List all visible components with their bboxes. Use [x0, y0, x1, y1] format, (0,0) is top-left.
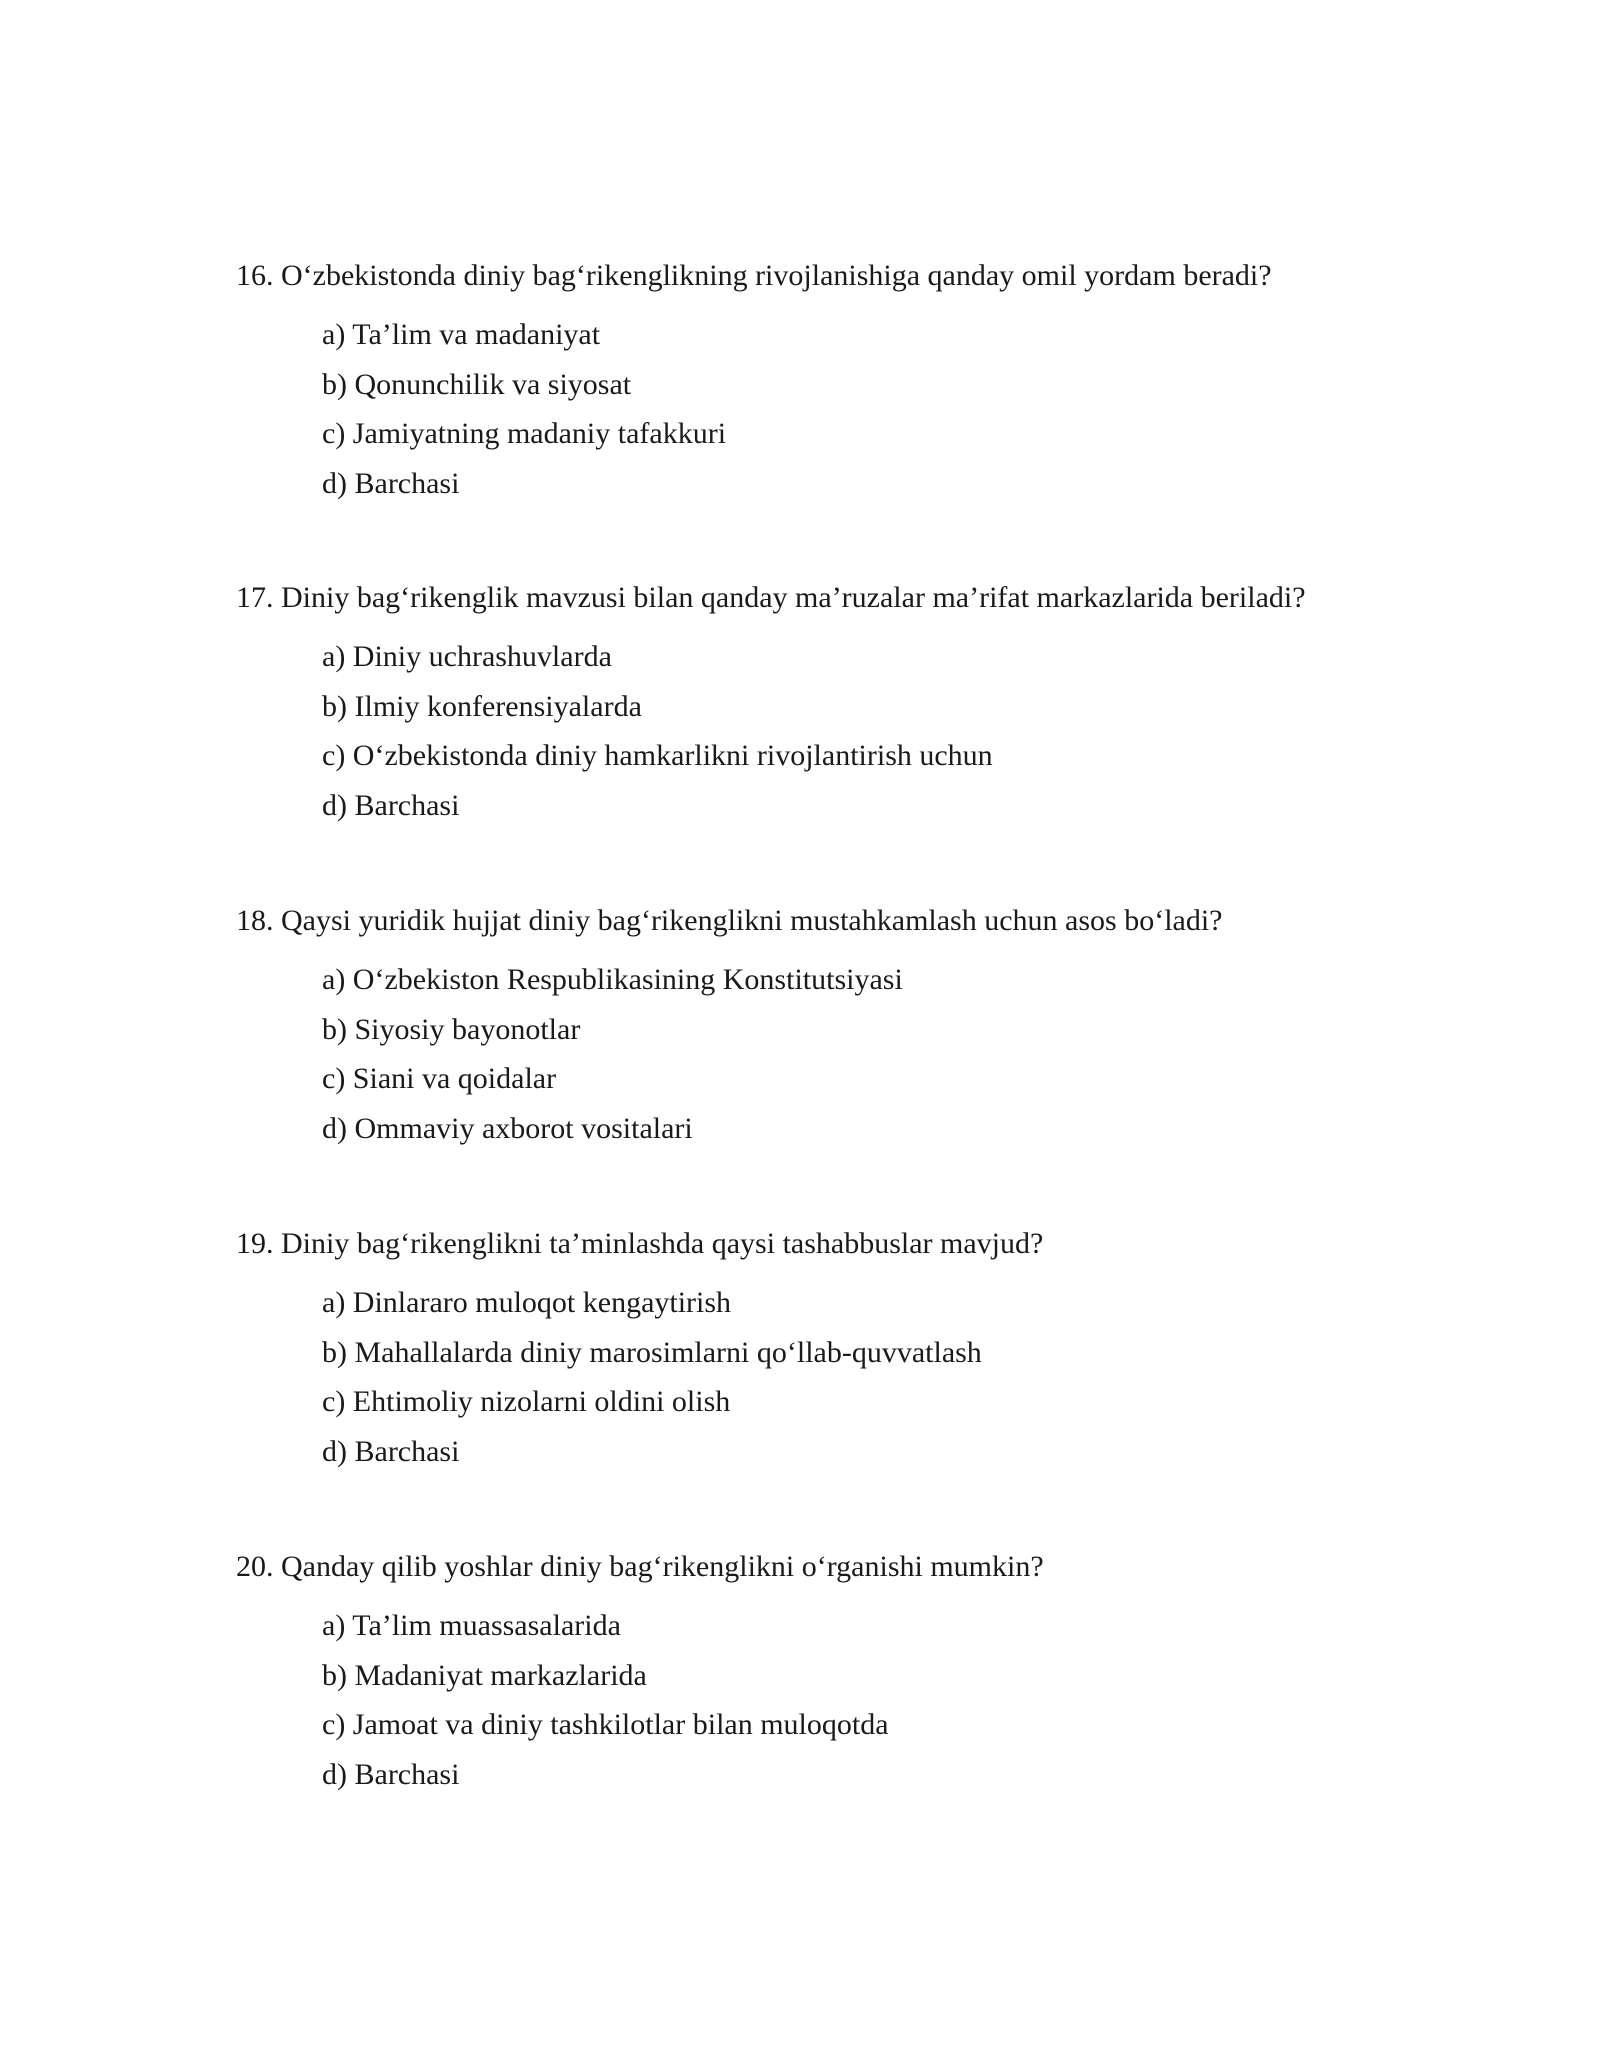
question-16 [236, 254, 1436, 508]
answer-options [322, 632, 1436, 830]
option-a: a) Diniy uchrashuvlarda [322, 640, 612, 673]
option-b: b) Qonunchilik va siyosat [322, 367, 632, 401]
option-d: d) Barchasi [322, 1434, 460, 1468]
option-c: c) Ehtimoliy nizolarni oldini olish [322, 1385, 731, 1418]
option-b: b) Ilmiy konferensiyalarda [322, 689, 642, 723]
option-c: c) Siani va qoidalar [322, 1062, 557, 1095]
answer-options [322, 1601, 1436, 1799]
answer-options [322, 955, 1436, 1153]
option-a: a) Ta’lim muassasalarida [322, 1609, 621, 1642]
option-c: c) O‘zbekistonda diniy hamkarlikni rivojlantirish uchun [322, 739, 993, 772]
question-text: 17. Diniy bag‘rikenglik mavzusi bilan qanday ma’ruzalar ma’rifat markazlarida beriladi? [236, 581, 1306, 614]
option-b: b) Madaniyat markazlarida [322, 1658, 647, 1692]
option-d: d) Barchasi [322, 466, 460, 500]
question-text: 18. Qaysi yuridik hujjat diniy bag‘rikenglikni mustahkamlash uchun asos bo‘ladi? [236, 904, 1223, 937]
option-a: a) Ta’lim va madaniyat [322, 318, 601, 351]
question-17 [236, 576, 1436, 830]
option-a: a) Dinlararo muloqot kengaytirish [322, 1286, 732, 1319]
answer-options [322, 1278, 1436, 1476]
option-b: b) Siyosiy bayonotlar [322, 1012, 581, 1046]
question-20 [236, 1545, 1436, 1799]
question-19 [236, 1222, 1436, 1476]
option-d: d) Barchasi [322, 1757, 460, 1791]
question-text: 20. Qanday qilib yoshlar diniy bag‘rikenglikni o‘rganishi mumkin? [236, 1550, 1044, 1583]
option-b: b) Mahallalarda diniy marosimlarni qo‘llab-quvvatlash [322, 1335, 982, 1369]
answer-options [322, 310, 1436, 508]
option-a: a) O‘zbekiston Respublikasining Konstitutsiyasi [322, 963, 903, 996]
question-18 [236, 899, 1436, 1153]
option-d: d) Ommaviy axborot vositalari [322, 1111, 693, 1145]
question-text: 19. Diniy bag‘rikenglikni ta’minlashda qaysi tashabbuslar mavjud? [236, 1227, 1044, 1260]
option-d: d) Barchasi [322, 788, 460, 822]
option-c: c) Jamoat va diniy tashkilotlar bilan muloqotda [322, 1708, 889, 1741]
option-c: c) Jamiyatning madaniy tafakkuri [322, 417, 727, 450]
question-text: 16. O‘zbekistonda diniy bag‘rikenglikning rivojlanishiga qanday omil yordam beradi? [236, 259, 1272, 292]
